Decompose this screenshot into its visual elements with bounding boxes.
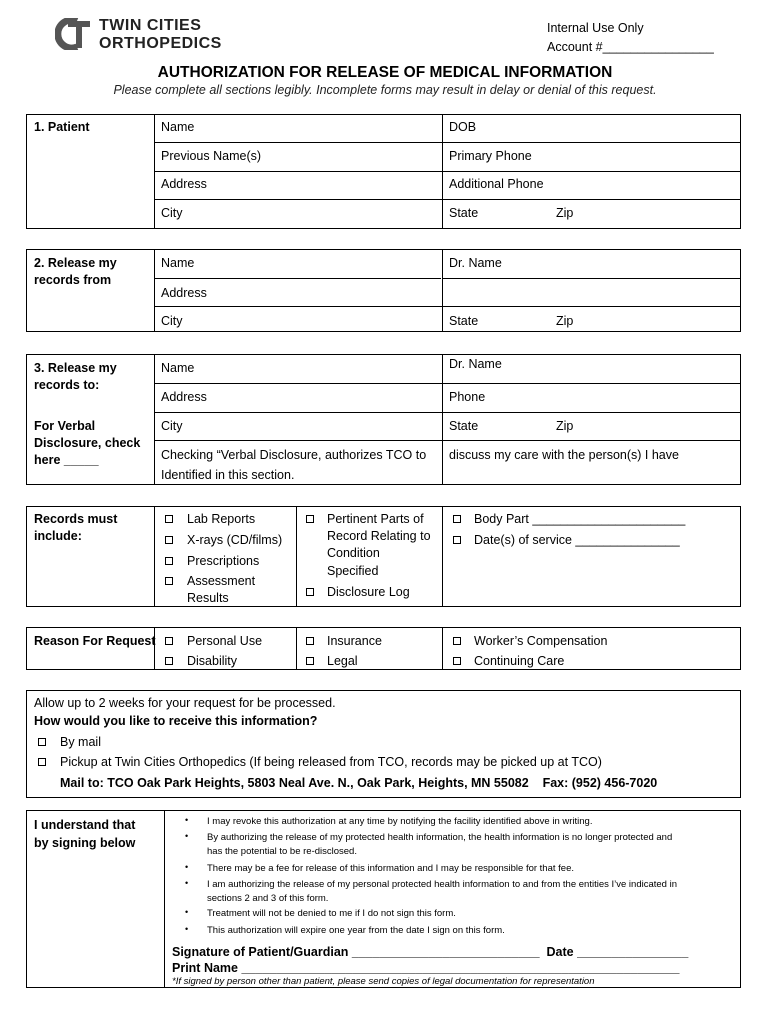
release-from-section [26, 249, 741, 332]
continuing-care-label: Continuing Care [474, 654, 565, 668]
disclosure-log-label: Disclosure Log [327, 585, 410, 599]
patient-primary-phone-field[interactable]: Primary Phone [449, 149, 532, 163]
pertinent-label-line3: Condition [327, 546, 380, 560]
assessment-results-checkbox[interactable] [165, 577, 173, 585]
bullet: • [185, 831, 189, 841]
patient-additional-phone-field[interactable]: Additional Phone [449, 177, 544, 191]
patient-address-field[interactable]: Address [161, 177, 207, 191]
verbal-disclosure-text-line1: Checking “Verbal Disclosure, authorizes TCO to [161, 448, 427, 462]
continuing-care-checkbox[interactable] [453, 657, 461, 665]
release-to-dr-name-field[interactable]: Dr. Name [449, 357, 502, 371]
records-label-line2: include: [34, 529, 82, 543]
xrays-checkbox[interactable] [165, 536, 173, 544]
insurance-checkbox[interactable] [306, 637, 314, 645]
statement-fee: There may be a fee for release of this information and I may be responsible for that fee. [207, 863, 575, 874]
form-title: AUTHORIZATION FOR RELEASE OF MEDICAL INFORMATION [157, 64, 613, 81]
verbal-disclosure-label-line1: For Verbal [34, 419, 96, 433]
prescriptions-label: Prescriptions [187, 554, 260, 568]
statement-authorizing-line1: I am authorizing the release of my personal protected health information to and from the entities I’ve indicated in [207, 879, 677, 890]
patient-name-field[interactable]: Name [161, 120, 195, 134]
disability-label: Disability [187, 654, 238, 668]
bullet: • [185, 878, 189, 888]
dates-of-service-checkbox[interactable] [453, 536, 461, 544]
release-to-address-field[interactable]: Address [161, 390, 207, 404]
bullet: • [185, 907, 189, 917]
statement-authorizing-line2: sections 2 and 3 of this form. [207, 893, 329, 904]
release-from-state-field[interactable]: State [449, 314, 479, 328]
lab-reports-label: Lab Reports [187, 512, 256, 526]
print-name-field[interactable]: Print Name _______________________________________________________________ [172, 961, 680, 975]
statement-redisclose-line2: has the potential to be re-disclosed. [207, 846, 357, 857]
bullet: • [185, 924, 189, 934]
pertinent-label-line4: Specified [327, 564, 379, 578]
body-part-checkbox[interactable] [453, 515, 461, 523]
tco-logo-icon [55, 18, 93, 50]
logo-text-line2: ORTHOPEDICS [99, 35, 222, 52]
pertinent-parts-checkbox[interactable] [306, 515, 314, 523]
release-from-label-line1: 2. Release my [34, 256, 117, 270]
assessment-label-line2: Results [187, 591, 229, 605]
assessment-label-line1: Assessment [187, 574, 256, 588]
statement-treatment: Treatment will not be denied to me if I do not sign this form. [207, 908, 456, 919]
body-part-field[interactable]: Body Part ______________________ [474, 512, 686, 526]
verbal-disclosure-text-line2: Identified in this section. [161, 468, 295, 482]
disability-checkbox[interactable] [165, 657, 173, 665]
pertinent-label-line1: Pertinent Parts of [327, 512, 424, 526]
patient-state-field[interactable]: State [449, 206, 479, 220]
personal-use-checkbox[interactable] [165, 637, 173, 645]
bullet: • [185, 862, 189, 872]
statement-expire: This authorization will expire one year from the date I sign on this form. [207, 925, 505, 936]
logo-text-line1: TWIN CITIES [99, 17, 202, 34]
pickup-label: Pickup at Twin Cities Orthopedics (If being released from TCO, records may be picked up at TCO) [60, 755, 602, 769]
release-from-address-field[interactable]: Address [161, 286, 207, 300]
by-mail-label: By mail [60, 735, 101, 749]
bullet: • [185, 815, 189, 825]
legal-checkbox[interactable] [306, 657, 314, 665]
personal-use-label: Personal Use [187, 634, 263, 648]
release-to-state-field[interactable]: State [449, 419, 479, 433]
lab-reports-checkbox[interactable] [165, 515, 173, 523]
disclosure-log-checkbox[interactable] [306, 588, 314, 596]
pertinent-label-line2: Record Relating to [327, 529, 431, 543]
patient-zip-field[interactable]: Zip [556, 206, 574, 220]
delivery-question: How would you like to receive this information? [34, 714, 318, 728]
verbal-disclosure-label-line2: Disclosure, check [34, 436, 141, 450]
release-to-section [26, 354, 741, 485]
statement-revoke: I may revoke this authorization at any time by notifying the facility identified above in writing. [207, 816, 593, 827]
release-from-label-line2: records from [34, 273, 112, 287]
patient-city-field[interactable]: City [161, 206, 183, 220]
dates-of-service-field[interactable]: Date(s) of service _______________ [474, 533, 680, 547]
release-to-city-field[interactable]: City [161, 419, 183, 433]
prescriptions-checkbox[interactable] [165, 557, 173, 565]
workers-comp-checkbox[interactable] [453, 637, 461, 645]
understand-label-line1: I understand that [34, 818, 136, 832]
insurance-label: Insurance [327, 634, 382, 648]
release-to-name-field[interactable]: Name [161, 361, 195, 375]
release-from-city-field[interactable]: City [161, 314, 183, 328]
reason-label: Reason For Request [34, 634, 156, 648]
release-to-label-line2: records to: [34, 378, 100, 392]
account-number-field[interactable]: Account #________________ [547, 40, 714, 54]
workers-comp-label: Worker’s Compensation [474, 634, 608, 648]
xrays-label: X-rays (CD/films) [187, 533, 283, 547]
understand-label-line2: by signing below [34, 836, 136, 850]
signature-field[interactable]: Signature of Patient/Guardian ___________________________ Date ________________ [172, 945, 689, 959]
verbal-disclosure-check[interactable]: here _____ [34, 453, 99, 467]
release-to-phone-field[interactable]: Phone [449, 390, 486, 404]
patient-previous-names-field[interactable]: Previous Name(s) [161, 149, 262, 163]
mail-to-address: Mail to: TCO Oak Park Heights, 5803 Neal Ave. N., Oak Park, Heights, MN 55082 Fax: (952) 456-7020 [60, 776, 658, 790]
release-to-zip-field[interactable]: Zip [556, 419, 574, 433]
records-label-line1: Records must [34, 512, 118, 526]
legal-label: Legal [327, 654, 358, 668]
form-subtitle: Please complete all sections legibly. Incomplete forms may result in delay or denial of this request. [113, 83, 657, 97]
representation-note: *If signed by person other than patient, please send copies of legal documentation for representation [172, 976, 595, 987]
by-mail-checkbox[interactable] [38, 738, 46, 746]
internal-use-label: Internal Use Only [547, 21, 644, 35]
release-from-zip-field[interactable]: Zip [556, 314, 574, 328]
release-from-name-field[interactable]: Name [161, 256, 195, 270]
processing-time-text: Allow up to 2 weeks for your request for be processed. [34, 696, 336, 710]
verbal-disclosure-text-right: discuss my care with the person(s) I have [449, 448, 679, 462]
patient-dob-field[interactable]: DOB [449, 120, 477, 134]
release-to-label-line1: 3. Release my [34, 361, 117, 375]
release-from-dr-name-field[interactable]: Dr. Name [449, 256, 502, 270]
pickup-checkbox[interactable] [38, 758, 46, 766]
patient-label: 1. Patient [34, 120, 90, 134]
statement-redisclose-line1: By authorizing the release of my protected health information, the health information is no longer protected and [207, 832, 673, 843]
